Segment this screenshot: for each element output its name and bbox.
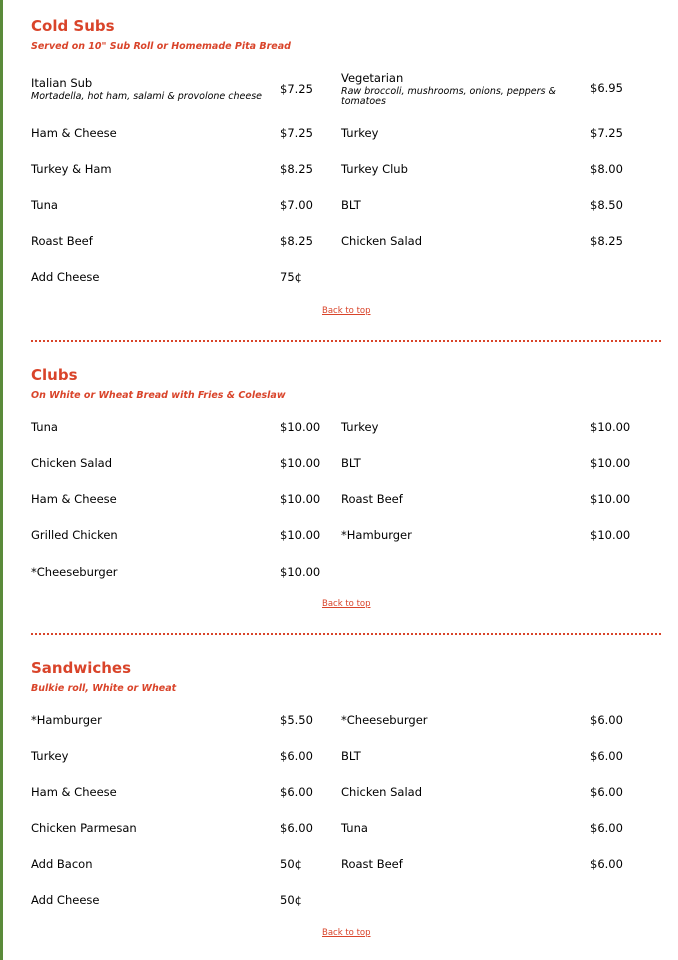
item-price: 50¢ bbox=[280, 893, 302, 907]
menu-item bbox=[31, 456, 321, 476]
menu-item bbox=[341, 713, 641, 733]
item-name: Add Bacon bbox=[31, 857, 93, 871]
section-subtitle: Bulkie roll, White or Wheat bbox=[31, 683, 177, 694]
menu-item bbox=[341, 528, 641, 548]
item-price: $10.00 bbox=[590, 456, 631, 470]
item-description: Mortadella, hot ham, salami & provolone cheese bbox=[31, 91, 263, 102]
item-price: $7.25 bbox=[590, 126, 623, 140]
menu-item bbox=[31, 234, 321, 254]
item-price: $6.00 bbox=[590, 821, 623, 835]
item-name: BLT bbox=[341, 198, 361, 212]
menu-item bbox=[341, 749, 641, 769]
item-price: 50¢ bbox=[280, 857, 302, 871]
back-to-top-link[interactable]: Back to top bbox=[322, 306, 371, 316]
item-name: Add Cheese bbox=[31, 893, 100, 907]
item-name: Ham & Cheese bbox=[31, 126, 117, 140]
section-title: Clubs bbox=[31, 366, 78, 384]
menu-item bbox=[341, 785, 641, 805]
item-price: $10.00 bbox=[280, 492, 321, 506]
item-price: $5.50 bbox=[280, 713, 313, 727]
item-name: Turkey & Ham bbox=[31, 162, 112, 176]
item-price: $6.00 bbox=[590, 785, 623, 799]
item-name: Turkey bbox=[341, 126, 379, 140]
menu-item bbox=[31, 492, 321, 512]
item-name: Roast Beef bbox=[341, 492, 403, 506]
menu-item bbox=[341, 857, 641, 877]
item-price: $10.00 bbox=[280, 565, 321, 579]
item-name: Roast Beef bbox=[341, 857, 403, 871]
item-name: Tuna bbox=[31, 198, 58, 212]
item-name: Turkey bbox=[31, 749, 69, 763]
item-price: $8.25 bbox=[280, 234, 313, 248]
section-title: Cold Subs bbox=[31, 17, 115, 35]
item-description-line2: tomatoes bbox=[341, 96, 386, 107]
item-name: Roast Beef bbox=[31, 234, 93, 248]
page-left-border bbox=[0, 0, 3, 960]
menu-item bbox=[31, 713, 321, 733]
menu-item bbox=[31, 893, 321, 913]
item-name: Chicken Salad bbox=[31, 456, 112, 470]
item-name: Grilled Chicken bbox=[31, 528, 118, 542]
menu-item bbox=[31, 126, 321, 146]
menu-item bbox=[341, 492, 641, 512]
item-price: $10.00 bbox=[590, 492, 631, 506]
item-name: Ham & Cheese bbox=[31, 785, 117, 799]
item-name: *Cheeseburger bbox=[31, 565, 118, 579]
item-price: $8.00 bbox=[590, 162, 623, 176]
menu-item bbox=[31, 857, 321, 877]
menu-item bbox=[341, 126, 641, 146]
item-name: Add Cheese bbox=[31, 270, 100, 284]
item-name: Tuna bbox=[31, 420, 58, 434]
menu-item bbox=[31, 198, 321, 218]
item-price: $10.00 bbox=[590, 420, 631, 434]
back-to-top-link[interactable]: Back to top bbox=[322, 928, 371, 938]
item-price: $8.25 bbox=[280, 162, 313, 176]
item-price: 75¢ bbox=[280, 270, 302, 284]
menu-item bbox=[341, 162, 641, 182]
menu-item bbox=[341, 234, 641, 254]
item-price: $8.50 bbox=[590, 198, 623, 212]
item-name: Italian Sub bbox=[31, 76, 93, 90]
menu-item bbox=[341, 456, 641, 476]
item-price: $6.00 bbox=[590, 749, 623, 763]
item-price: $6.00 bbox=[590, 713, 623, 727]
menu-item bbox=[31, 565, 321, 585]
section-title: Sandwiches bbox=[31, 659, 132, 677]
item-name: BLT bbox=[341, 456, 361, 470]
item-name: *Hamburger bbox=[31, 713, 102, 727]
item-price: $6.95 bbox=[590, 81, 623, 95]
item-name: Chicken Salad bbox=[341, 785, 422, 799]
menu-item bbox=[31, 749, 321, 769]
item-name: Chicken Parmesan bbox=[31, 821, 137, 835]
menu-item bbox=[31, 270, 321, 290]
menu-item bbox=[31, 162, 321, 182]
menu-item bbox=[341, 71, 641, 107]
menu-item bbox=[341, 821, 641, 841]
menu-item bbox=[31, 420, 321, 440]
menu-item bbox=[341, 420, 641, 440]
item-name: Turkey bbox=[341, 420, 379, 434]
item-price: $6.00 bbox=[280, 785, 313, 799]
item-name: BLT bbox=[341, 749, 361, 763]
item-name: *Hamburger bbox=[341, 528, 412, 542]
item-price: $6.00 bbox=[590, 857, 623, 871]
section-divider bbox=[31, 340, 661, 342]
item-price: $6.00 bbox=[280, 749, 313, 763]
section-subtitle: Served on 10" Sub Roll or Homemade Pita Bread bbox=[31, 41, 291, 52]
item-price: $7.00 bbox=[280, 198, 313, 212]
item-price: $10.00 bbox=[590, 528, 631, 542]
item-name: Turkey Club bbox=[341, 162, 408, 176]
section-divider bbox=[31, 633, 661, 635]
item-price: $6.00 bbox=[280, 821, 313, 835]
section-subtitle: On White or Wheat Bread with Fries & Coleslaw bbox=[31, 390, 286, 401]
item-price: $10.00 bbox=[280, 528, 321, 542]
menu-item bbox=[31, 528, 321, 548]
item-name: Ham & Cheese bbox=[31, 492, 117, 506]
menu-item bbox=[31, 821, 321, 841]
item-price: $10.00 bbox=[280, 456, 321, 470]
item-price: $7.25 bbox=[280, 82, 313, 96]
menu-item bbox=[341, 198, 641, 218]
item-price: $8.25 bbox=[590, 234, 623, 248]
item-description: Raw broccoli, mushrooms, onions, peppers & bbox=[341, 86, 556, 97]
item-name: Chicken Salad bbox=[341, 234, 422, 248]
item-price: $7.25 bbox=[280, 126, 313, 140]
menu-item bbox=[31, 785, 321, 805]
item-price: $10.00 bbox=[280, 420, 321, 434]
item-name: *Cheeseburger bbox=[341, 713, 428, 727]
item-name: Tuna bbox=[341, 821, 368, 835]
menu-item bbox=[31, 76, 321, 102]
item-name: Vegetarian bbox=[341, 71, 404, 85]
back-to-top-link[interactable]: Back to top bbox=[322, 599, 371, 609]
